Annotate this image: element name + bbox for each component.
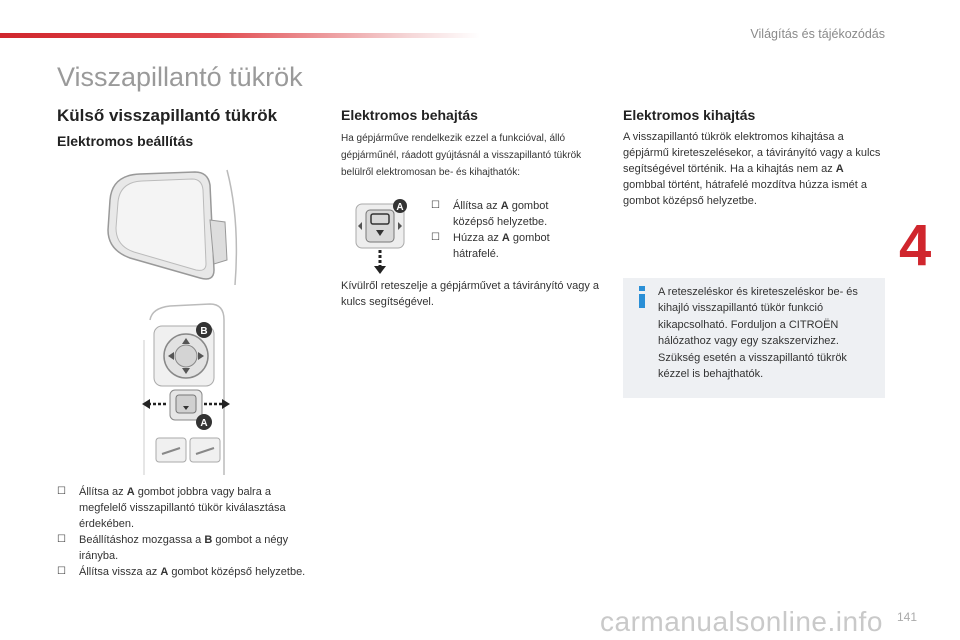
bullet-icon: ☐: [431, 232, 440, 243]
info-box: [623, 278, 885, 398]
page-number: 141: [896, 610, 917, 624]
middle-bullets: [431, 198, 591, 262]
bullet-icon: ☐: [431, 200, 440, 211]
bullet-text: Állítsa vissza az: [79, 566, 161, 578]
paragraph-text: A visszapillantó tükrök elektromos kihajtása a gépjármű kireteszelésekor, a távirányító vagy a kulcs segítségével történik. Ha a kihajtás nem az: [623, 131, 881, 175]
bullet-text: gombot a négy irányba.: [79, 534, 289, 562]
bullet-text: Állítsa az: [79, 486, 127, 498]
bullet-text: gombot hátrafelé.: [453, 232, 550, 260]
key-label: A: [126, 486, 135, 498]
key-label: A: [835, 163, 844, 175]
list-item: [57, 484, 319, 532]
info-text: A reteszeléskor és kireteszeléskor be- és kihajló visszapillantó tükör funkció kikapcsolható. Forduljon a CITROËN hálózathoz vagy egy szakszervizhez. Szükség esetén a visszapillantó tükrök kézzel is behajthatók.: [658, 286, 858, 381]
key-label: A: [500, 200, 509, 212]
middle-heading: Elektromos behajtás: [341, 107, 478, 123]
key-label: A: [160, 566, 169, 578]
bullet-text: Állítsa az: [453, 200, 501, 212]
bullet-icon: ☐: [57, 566, 66, 577]
bullet-text: Húzza az: [453, 232, 502, 244]
middle-intro: Ha gépjárműve rendelkezik ezzel a funkcióval, álló gépjárműnél, ráadott gyújtásnál a visszapillantó tükrök belülről elektromosan be- és kihajthatók:: [341, 133, 582, 178]
key-label: A: [501, 232, 510, 244]
chapter-number: 4: [899, 213, 932, 278]
left-heading: Külső visszapillantó tükrök: [57, 106, 278, 125]
fold-knob-illustration: [352, 198, 412, 276]
label-b: B: [200, 326, 208, 337]
list-item: [57, 564, 319, 580]
key-label: B: [204, 534, 213, 546]
section-title: Világítás és tájékozódás: [750, 27, 885, 41]
paragraph-text: gombbal történt, hátrafelé mozdítva húzza ismét a gombot középső helyzetbe.: [623, 179, 867, 207]
label-a: A: [396, 202, 404, 213]
bullet-text: gombot középső helyzetbe.: [168, 566, 306, 578]
header-accent-bar: [0, 33, 480, 38]
page-title: Visszapillantó tükrök: [57, 62, 303, 92]
watermark: carmanualsonline.info: [600, 606, 883, 637]
mirror-control-panel-illustration: [140, 300, 235, 475]
right-heading: Elektromos kihajtás: [623, 107, 756, 123]
label-a: A: [200, 418, 208, 429]
list-item: [57, 532, 319, 564]
bullet-icon: ☐: [57, 486, 66, 497]
bullet-icon: ☐: [57, 534, 66, 545]
middle-note: Kívülről reteszelje a gépjárművet a távirányító vagy a kulcs segítségével.: [341, 280, 600, 308]
bullet-text: gombot jobbra vagy balra a megfelelő visszapillantó tükör kiválasztása érdekében.: [79, 486, 286, 530]
right-paragraph: [623, 129, 888, 209]
list-item: [431, 198, 591, 230]
left-subheading: Elektromos beállítás: [57, 133, 194, 149]
bullet-text: Beállításhoz mozgassa a: [79, 534, 205, 546]
list-item: [431, 230, 591, 262]
mirror-illustration: [90, 160, 250, 290]
left-bullets: [57, 484, 319, 580]
info-icon: [635, 286, 649, 308]
bullet-text: gombot középső helyzetbe.: [453, 200, 549, 228]
